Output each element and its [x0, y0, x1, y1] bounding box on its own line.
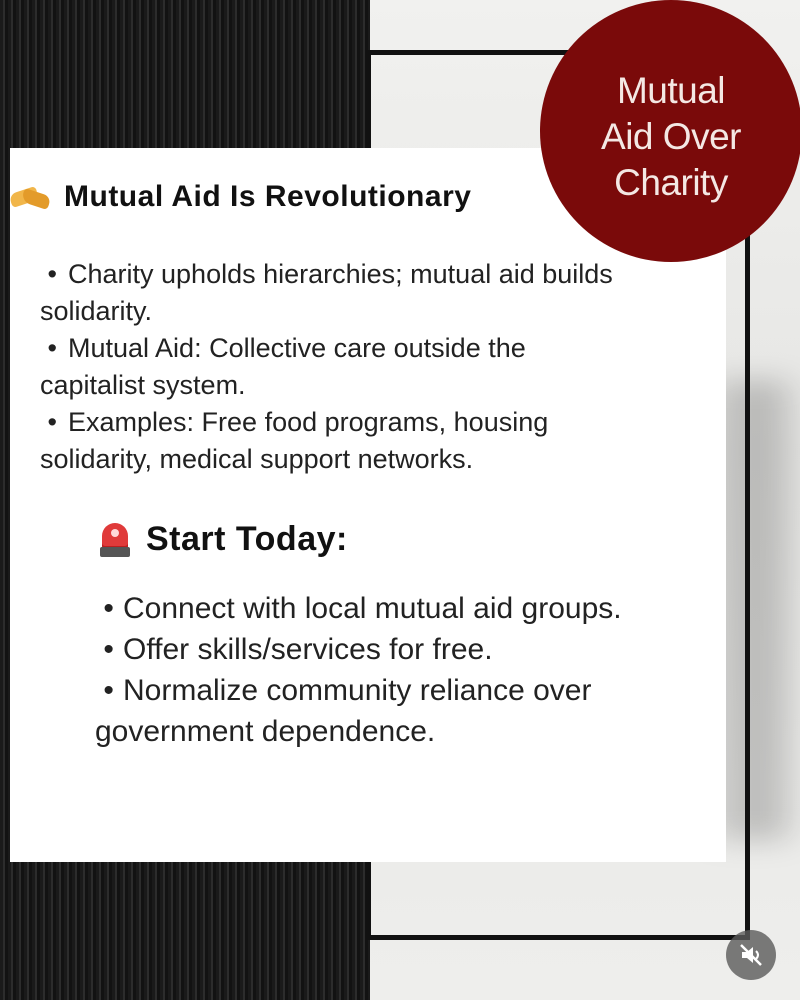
list-item: • Normalize community reliance over [95, 674, 592, 707]
badge-line-3: Charity [614, 162, 728, 203]
title-badge [540, 0, 800, 262]
heading-title: Mutual Aid Is Revolutionary [64, 180, 472, 213]
handshake-icon [10, 182, 50, 212]
list-item-continued: capitalist system. [40, 370, 246, 400]
list-item-continued: government dependence. [95, 715, 436, 748]
list-item: • Examples: Free food programs, housing [40, 407, 549, 437]
start-bullet-list [95, 588, 695, 752]
list-item: • Connect with local mutual aid groups. [95, 592, 622, 625]
mute-icon [737, 941, 765, 969]
badge-line-2: Aid Over [601, 116, 741, 157]
list-item: • Charity upholds hierarchies; mutual aid builds [40, 259, 613, 289]
list-item-continued: solidarity. [40, 296, 153, 326]
mute-button[interactable] [726, 930, 776, 980]
start-heading-row [100, 520, 348, 559]
start-heading: Start Today: [146, 520, 348, 558]
intro-bullet-list [40, 256, 700, 478]
badge-line-1: Mutual [616, 70, 726, 111]
list-item: • Offer skills/services for free. [95, 633, 493, 666]
list-item-continued: solidarity, medical support networks. [40, 444, 474, 474]
list-item: • Mutual Aid: Collective care outside the [40, 333, 526, 363]
siren-icon [100, 523, 130, 557]
heading-row [10, 180, 471, 214]
